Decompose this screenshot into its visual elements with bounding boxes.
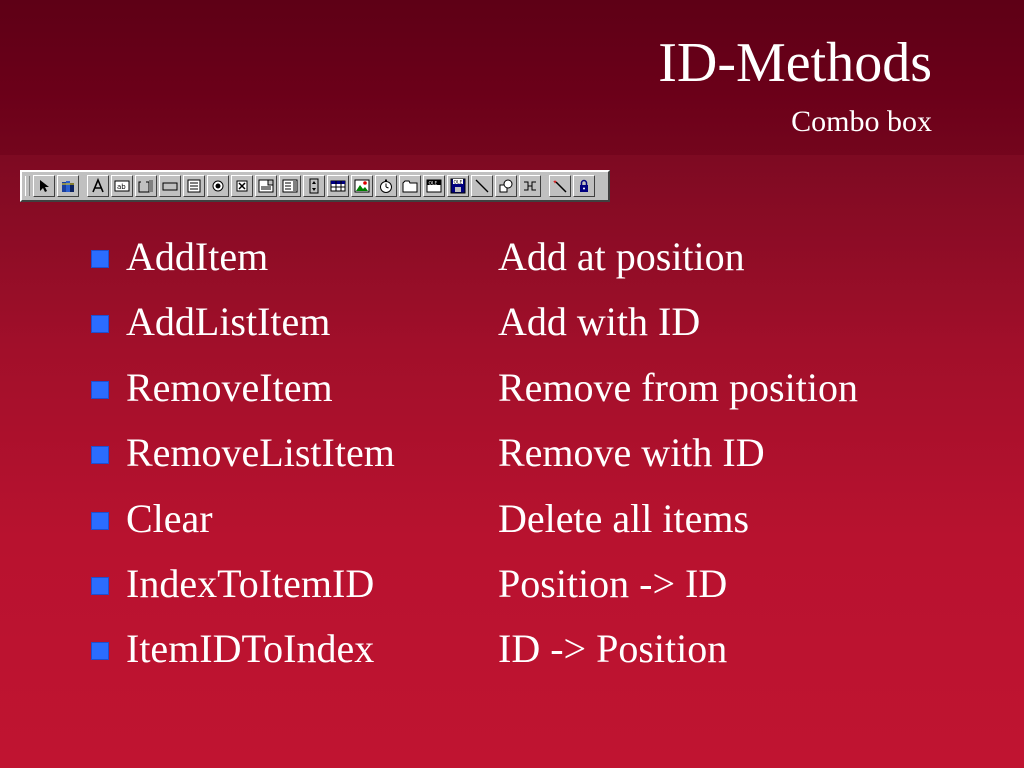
method-description: ID -> Position [498,626,728,672]
list-item [88,297,968,362]
tab-icon[interactable] [399,175,421,197]
button-icon[interactable] [159,175,181,197]
list-item [88,559,968,624]
spin-icon[interactable] [303,175,325,197]
check-box-icon[interactable] [231,175,253,197]
svg-text:OLE: OLE [428,181,438,187]
method-name: ItemIDToIndex [126,626,375,672]
method-description: Add with ID [498,299,701,345]
list-item [88,232,968,297]
shapes-icon[interactable] [495,175,517,197]
method-name: AddItem [126,234,269,279]
method-description: Remove with ID [498,430,765,476]
library-icon[interactable] [57,175,79,197]
square-bullet-icon [91,446,109,464]
method-name: RemoveItem [126,364,333,410]
list-item [88,494,968,559]
list-item [88,428,968,493]
square-bullet-icon [91,642,109,660]
method-name: AddListItem [126,299,331,345]
line-icon[interactable] [471,175,493,197]
list-item [88,624,968,689]
square-bullet-icon [91,315,109,333]
square-bullet-icon [91,381,109,399]
ole-save-icon[interactable] [447,175,469,197]
list-box-icon[interactable] [183,175,205,197]
toolbar-grip[interactable] [25,176,30,196]
edit-field-icon[interactable] [111,175,133,197]
slide-title: ID-Methods [658,32,932,94]
method-name: IndexToItemID [126,560,375,606]
group-box-icon[interactable] [135,175,157,197]
square-bullet-icon [91,512,109,530]
method-description: Position -> ID [498,560,728,606]
svg-text:ab: ab [117,183,126,191]
lock-icon[interactable] [573,175,595,197]
controls-toolbar [20,170,610,202]
method-description: Add at position [498,234,745,279]
radio-button-icon[interactable] [207,175,229,197]
square-bullet-icon [91,250,109,268]
method-description: Delete all items [498,495,750,541]
method-name: RemoveListItem [126,430,395,476]
pointer-icon[interactable] [33,175,55,197]
square-bullet-icon [91,577,109,595]
method-description: Remove from position [498,364,858,410]
svg-text:OLE: OLE [453,180,463,186]
method-name: Clear [126,495,213,541]
timer-icon[interactable] [375,175,397,197]
method-list [88,232,968,690]
magic-wand-icon[interactable] [549,175,571,197]
static-text-icon[interactable] [87,175,109,197]
ole-icon[interactable] [423,175,445,197]
slide-subtitle: Combo box [791,105,932,138]
connector-icon[interactable] [519,175,541,197]
picture-icon[interactable] [351,175,373,197]
list-item [88,363,968,428]
table-icon[interactable] [327,175,349,197]
list-view-icon[interactable] [279,175,301,197]
combo-box-icon[interactable] [255,175,277,197]
